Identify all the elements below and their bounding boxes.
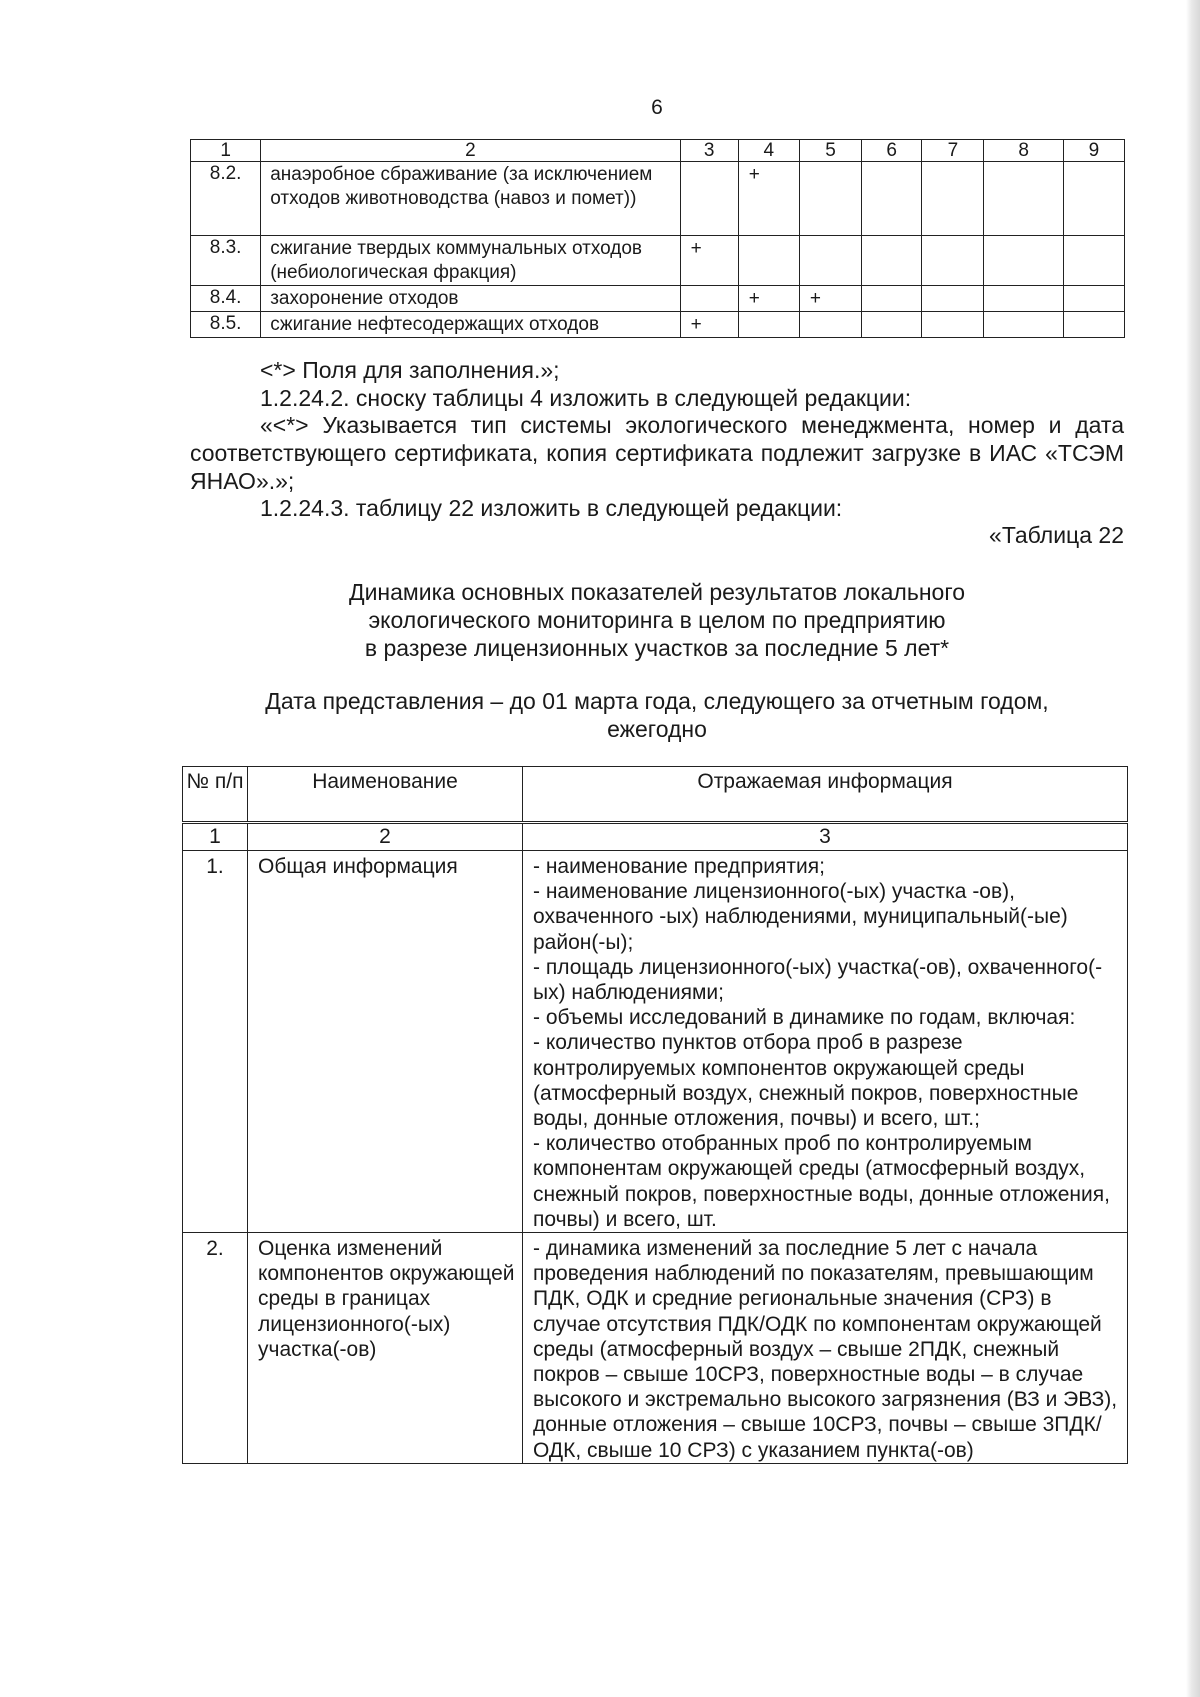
submission-date-line: Дата представления – до 01 марта года, следующего за отчетным годом,: [265, 688, 1049, 714]
mark-cell: [1063, 236, 1124, 286]
row-text: сжигание нефтесодержащих отходов: [261, 312, 680, 338]
mark-cell: [862, 312, 922, 338]
table-row: [183, 1233, 1128, 1464]
row-info: - динамика изменений за последние 5 лет с начала проведения наблюдений по показателям, превышающим ПДК, ОДК и средние региональные значения (СРЗ) в случае отсутствия ПДК/ОДК по компонентам окружающей среды (атмосферный воздух – свыше 2ПДК, снежный покров – свыше 10СРЗ, поверхностные воды – в случае высокого и экстремально высокого загрязнения (ВЗ и ЭВЗ), донные отложения – свыше 10СРЗ, почвы – свыше 3ПДК/ОДК, свыше 10 СРЗ) с указанием пункта(-ов): [523, 1233, 1128, 1464]
mark-cell: [1063, 162, 1124, 236]
mark-cell: [984, 162, 1063, 236]
mark-cell: +: [738, 162, 799, 236]
row-number: 8.3.: [191, 236, 261, 286]
table-row: [191, 162, 1125, 236]
column-number: 6: [862, 140, 922, 162]
column-number: 7: [922, 140, 984, 162]
row-text: сжигание твердых коммунальных отходов (небиологическая фракция): [261, 236, 680, 286]
column-number: 4: [738, 140, 799, 162]
table-header-row: [191, 140, 1125, 162]
row-info: - наименование предприятия; - наименование лицензионного(-ых) участка -ов), охваченного -ых) наблюдениями, муниципальный(-ые) район(-ы); - площадь лицензионного(-ых) участка(-ов), охваченного(-ых) наблюдениями; - объемы исследований в динамике по годам, включая: - количество пунктов отбора проб в разрезе контролируемых компонентов окружающей среды (атмосферный воздух, снежный покров, поверхностные воды, донные отложения, почвы) и всего, шт.; - количество отобранных проб по контролируемым компонентам окружающей среды (атмосферный воздух, снежный покров, поверхностные воды, донные отложения, почвы) и всего, шт.: [523, 851, 1128, 1233]
mark-cell: [922, 286, 984, 312]
mark-cell: +: [738, 286, 799, 312]
mark-cell: +: [680, 236, 738, 286]
row-name: Оценка изменений компонентов окружающей среды в границах лицензионного(-ых) участка(-ов): [248, 1233, 523, 1464]
amendment-paragraph: «<*> Указывается тип системы экологического менеджмента, номер и дата соответствующего сертификата, копия сертификата подлежит загрузке в ИАС «ТСЭМ ЯНАО».»;: [190, 412, 1124, 494]
header-info: Отражаемая информация: [523, 767, 1128, 823]
footnote-text: <*> Поля для заполнения.»;: [260, 357, 560, 383]
column-number: 1: [191, 140, 261, 162]
mark-cell: [680, 286, 738, 312]
table-title-line: в разрезе лицензионных участков за последние 5 лет*: [364, 635, 950, 661]
table-row: [183, 851, 1128, 1233]
row-text: анаэробное сбраживание (за исключением отходов животноводства (навоз и помет)): [261, 162, 680, 236]
submission-date: [190, 687, 1124, 743]
table-title: [190, 578, 1124, 662]
mark-cell: [984, 236, 1063, 286]
amendment-paragraph: 1.2.24.2. сноску таблицы 4 изложить в следующей редакции:: [260, 385, 912, 411]
mark-cell: [799, 312, 861, 338]
monitoring-indicators-table: [182, 766, 1128, 1464]
page-edge-shadow: [1186, 0, 1200, 1697]
column-number: 1: [183, 823, 248, 851]
row-number: 8.4.: [191, 286, 261, 312]
mark-cell: [799, 162, 861, 236]
mark-cell: [1063, 312, 1124, 338]
table-row: [191, 286, 1125, 312]
table-header-row: [183, 767, 1128, 823]
column-number: 8: [984, 140, 1063, 162]
column-number: 3: [523, 823, 1128, 851]
mark-cell: +: [680, 312, 738, 338]
header-number: № п/п: [183, 767, 248, 823]
submission-date-line: ежегодно: [607, 716, 707, 742]
mark-cell: [862, 236, 922, 286]
mark-cell: +: [799, 286, 861, 312]
header-name: Наименование: [248, 767, 523, 823]
mark-cell: [680, 162, 738, 236]
table-title-line: экологического мониторинга в целом по предприятию: [368, 607, 946, 633]
mark-cell: [862, 286, 922, 312]
column-number: 5: [799, 140, 861, 162]
mark-cell: [799, 236, 861, 286]
table-label: «Таблица 22: [989, 522, 1124, 548]
mark-cell: [1063, 286, 1124, 312]
mark-cell: [738, 236, 799, 286]
column-number: 2: [248, 823, 523, 851]
row-number: 8.5.: [191, 312, 261, 338]
mark-cell: [738, 312, 799, 338]
mark-cell: [984, 312, 1063, 338]
column-number-row: [183, 823, 1128, 851]
mark-cell: [922, 312, 984, 338]
mark-cell: [862, 162, 922, 236]
mark-cell: [922, 236, 984, 286]
row-name: Общая информация: [248, 851, 523, 1233]
amendment-paragraph: 1.2.24.3. таблицу 22 изложить в следующей редакции:: [260, 495, 843, 521]
table-row: [191, 312, 1125, 338]
table-title-line: Динамика основных показателей результатов локального: [349, 579, 965, 605]
row-text: захоронение отходов: [261, 286, 680, 312]
mark-cell: [984, 286, 1063, 312]
page-number: 6: [651, 96, 663, 119]
column-number: 9: [1063, 140, 1124, 162]
column-number: 3: [680, 140, 738, 162]
row-number: 2.: [183, 1233, 248, 1464]
mark-cell: [922, 162, 984, 236]
column-number: 2: [261, 140, 680, 162]
row-number: 1.: [183, 851, 248, 1233]
table-row: [191, 236, 1125, 286]
row-number: 8.2.: [191, 162, 261, 236]
waste-treatment-table: [190, 139, 1125, 338]
